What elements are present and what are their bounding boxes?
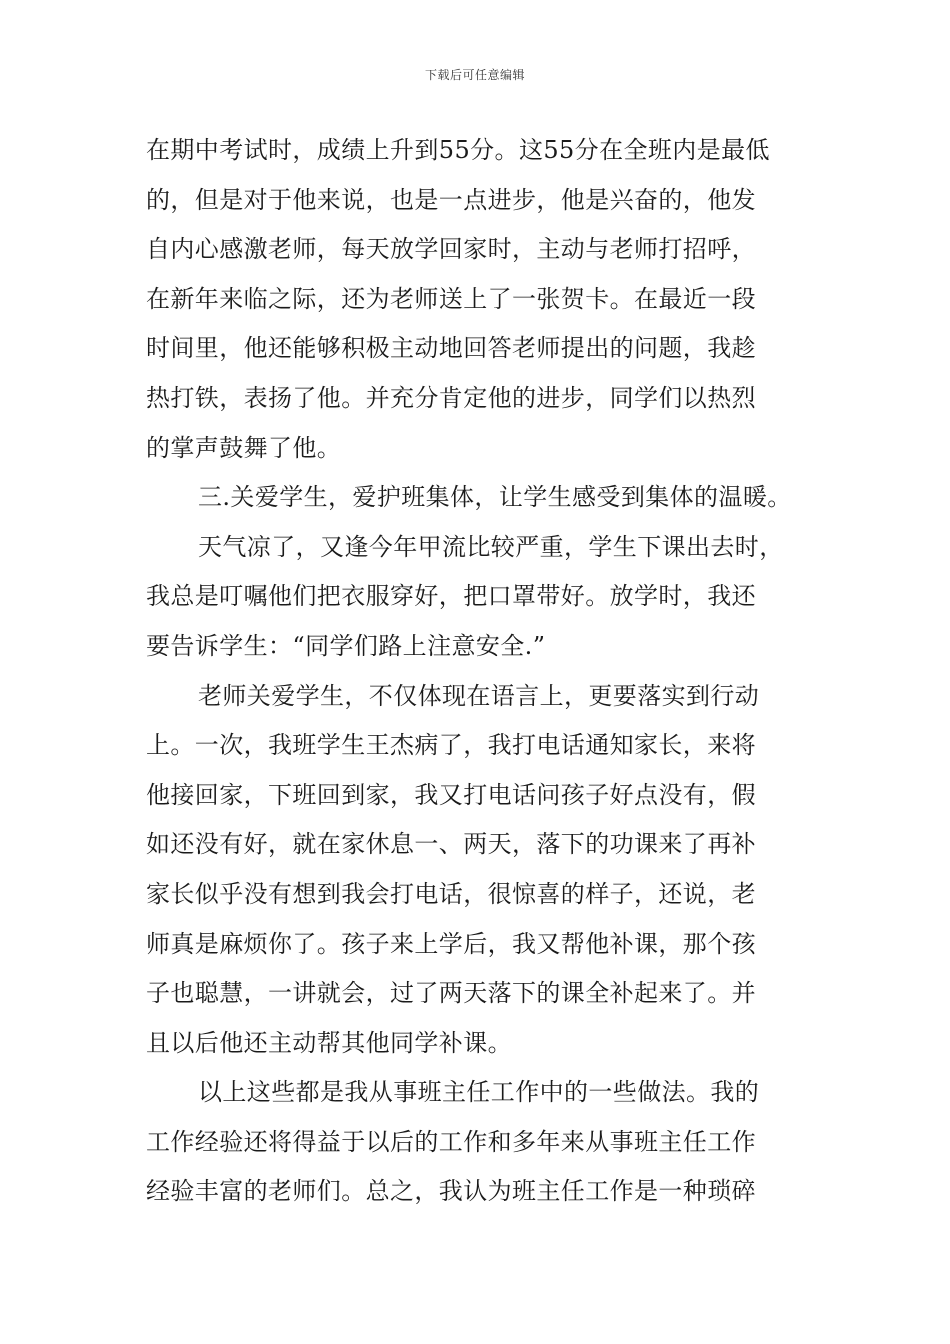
text-line: 要告诉学生：“同学们路上注意安全.” (146, 631, 546, 660)
text-line: 子也聪慧，一讲就会，过了两天落下的课全补起来了。并 (146, 979, 756, 1008)
paragraph-start-line: 天气凉了，又逢今年甲流比较严重，学生下课出去时， (198, 532, 784, 561)
text-line: 师真是麻烦你了。孩子来上学后，我又帮他补课，那个孩 (146, 929, 756, 958)
document-body (146, 126, 826, 1217)
text-line: 且以后他还主动帮其他同学补课。 (146, 1028, 512, 1057)
text-line: 经验丰富的老师们。总之，我认为班主任工作是一种琐碎 (146, 1177, 756, 1206)
text-line: 家长似乎没有想到我会打电话，很惊喜的样子，还说，老 (146, 879, 756, 908)
section-heading: 三.关爱学生，爱护班集体，让学生感受到集体的温暖。 (198, 483, 792, 512)
text-line: 在新年来临之际，还为老师送上了一张贺卡。在最近一段 (146, 284, 756, 313)
text-line: 工作经验还将得益于以后的工作和多年来从事班主任工作 (146, 1127, 756, 1156)
text-line: 我总是叮嘱他们把衣服穿好，把口罩带好。放学时，我还 (146, 582, 756, 611)
paragraph-start-line: 以上这些都是我从事班主任工作中的一些做法。我的 (198, 1078, 760, 1107)
paragraph-start-line: 老师关爱学生，不仅体现在语言上，更要落实到行动 (198, 681, 760, 710)
text-line: 上。一次，我班学生王杰病了，我打电话通知家长，来将 (146, 731, 756, 760)
text-line: 自内心感激老师，每天放学回家时，主动与老师打招呼， (146, 235, 756, 264)
page-header-note: 下载后可任意编辑 (424, 68, 525, 82)
text-line: 他接回家，下班回到家，我又打电话问孩子好点没有，假 (146, 780, 756, 809)
text-line: 在期中考试时，成绩上升到55分。这55分在全班内是最低 (146, 136, 770, 164)
text-line: 的，但是对于他来说，也是一点进步，他是兴奋的，他发 (146, 185, 756, 214)
text-line: 热打铁，表扬了他。并充分肯定他的进步，同学们以热烈 (146, 383, 756, 412)
text-line: 的掌声鼓舞了他。 (146, 433, 342, 462)
text-line: 时间里，他还能够积极主动地回答老师提出的问题，我趁 (146, 334, 756, 363)
text-line: 如还没有好，就在家休息一、两天，落下的功课来了再补 (146, 830, 756, 859)
